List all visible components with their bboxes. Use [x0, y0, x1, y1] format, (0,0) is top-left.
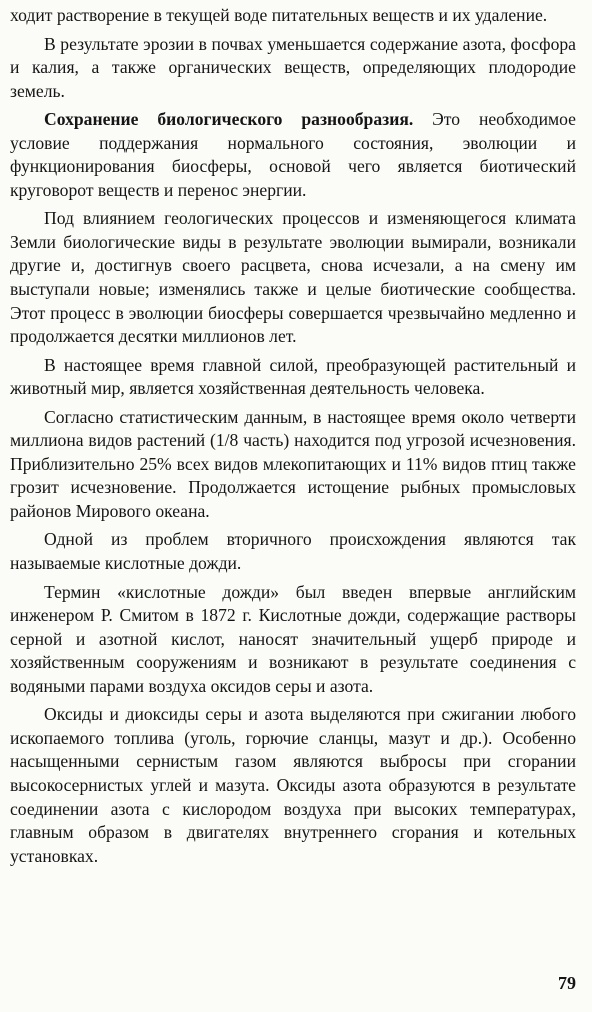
paragraph-2: [10, 33, 576, 104]
paragraph-1-text: ходит растворение в текущей воде питательных веществ и их удаление.: [10, 5, 548, 25]
paragraph-8: [10, 581, 576, 699]
page-number: 79: [558, 973, 576, 993]
paragraph-1: [10, 4, 576, 28]
paragraph-5-text: В настоящее время главной силой, преобразующей растительный и животный мир, является хозяйственная деятельность человека.: [10, 354, 576, 399]
paragraph-8-text: Термин «кислотные дожди» был введен впервые английским инженером Р. Смитом в 1872 г. Кислотные дожди, содержащие растворы серной и азотной кислот, наносят значительный ущерб природе и хозяйственным сооружениям и возникают в результате соединения с водяными парами воздуха оксидов серы и азота.: [10, 581, 576, 696]
paragraph-3-text: Это необходимое условие поддержания нормального состояния, эволюции и функционирования биосферы, основой чего является биотический круговорот веществ и перенос энергии.: [10, 109, 576, 200]
paragraph-5: [10, 354, 576, 401]
paragraph-7: [10, 528, 576, 575]
paragraph-6: [10, 406, 576, 524]
section-heading: Сохранение биологического разнообразия.: [44, 109, 414, 130]
paragraph-4-text: Под влиянием геологических процессов и изменяющегося климата Земли биологические виды в результате эволюции вымирали, возникали другие и, достигнув своего расцвета, снова исчезали, а на смену им выступали новые; изменялись также и целые биотические сообщества. Этот процесс в эволюции биосферы совершается чрезвычайно медленно и продолжается десятки миллионов лет.: [10, 208, 576, 347]
paragraph-7-text: Одной из проблем вторичного происхождения являются так называемые кислотные дожди.: [10, 529, 576, 574]
paragraph-2-text: В результате эрозии в почвах уменьшается содержание азота, фосфора и калия, а также органических веществ, определяющих плодородие земель.: [10, 33, 576, 101]
paragraph-9: [10, 703, 576, 868]
paragraph-4: [10, 207, 576, 348]
page-body: [10, 4, 576, 873]
paragraph-9-text: Оксиды и диоксиды серы и азота выделяются при сжигании любого ископаемого топлива (уголь, горючие сланцы, мазут и др.). Особенно насыщенными сернистым газом являются выбросы при сгорании высокосернистых углей и мазута. Оксиды азота образуются в результате соединении азота с кислородом воздуха при высоких температурах, главным образом в двигателях внутреннего сгорания и котельных установках.: [10, 704, 576, 866]
paragraph-6-text: Согласно статистическим данным, в настоящее время около четверти миллиона видов растений (1/8 часть) находится под угрозой исчезновения. Приблизительно 25% всех видов млекопитающих и 11% видов птиц также грозит исчезновение. Продолжается истощение рыбных промысловых районов Мирового океана.: [10, 406, 576, 521]
paragraph-3: [10, 108, 576, 202]
